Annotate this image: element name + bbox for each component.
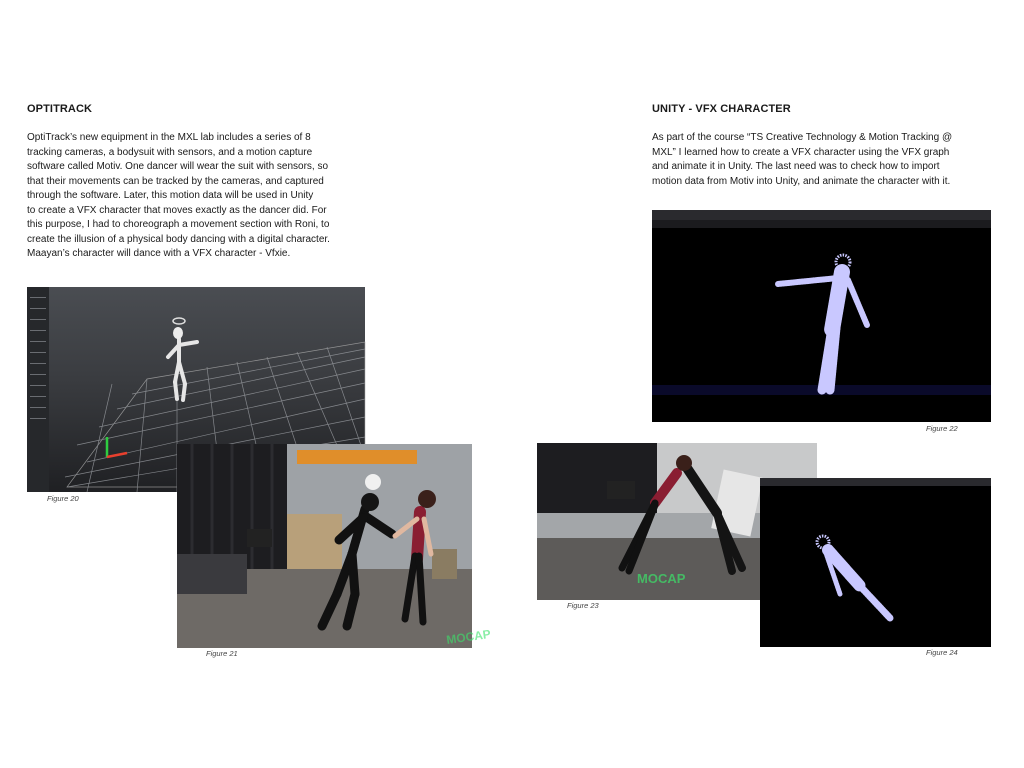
figure-21-studio-photo [177, 444, 492, 648]
paragraph-line: to create a VFX character that moves exactly as the dancer did. For [27, 204, 327, 216]
figure-22-caption: Figure 22 [926, 424, 958, 433]
studio-scene [177, 444, 492, 648]
software-sidebar [27, 287, 49, 492]
figure-20-caption: Figure 20 [47, 494, 79, 503]
figure-21-caption: Figure 21 [206, 649, 238, 658]
paragraph-line: MXL” I learned how to create a VFX character using the VFX graph [652, 146, 950, 158]
vfx-particle-figure [760, 478, 991, 647]
paragraph-line: create the illusion of a physical body dancing with a digital character. [27, 233, 330, 245]
paragraph-line: and animate it in Unity. The last need was to check how to import [652, 161, 940, 172]
paragraph-line: Maayan’s character will dance with a VFX character - Vfxie. [27, 248, 291, 259]
figure-23-caption: Figure 23 [567, 601, 599, 610]
paragraph-line: that their movements can be tracked by the cameras, and captured [27, 175, 324, 187]
unity-vfx-heading: UNITY - VFX CHARACTER [652, 103, 791, 115]
paragraph-line: this purpose, I had to choreograph a movement section with Roni, to [27, 219, 330, 230]
paragraph-line: As part of the course “TS Creative Technology & Motion Tracking @ [652, 132, 953, 143]
paragraph-line: software called Motiv. One dancer will wear the suit with sensors, so [27, 161, 329, 172]
paragraph-line: OptiTrack’s new equipment in the MXL lab includes a series of 8 [27, 132, 311, 143]
paragraph-line: motion data from Motiv into Unity, and animate the character with it. [652, 175, 951, 187]
paragraph-line: tracking cameras, a bodysuit with sensors, and a motion capture [27, 146, 313, 158]
optitrack-heading: OPTITRACK [27, 103, 93, 115]
paragraph-line: through the software. Later, this motion data will be used in Unity [27, 190, 314, 201]
mocap-floor-text: MOCAP [637, 571, 686, 586]
figure-24-caption: Figure 24 [926, 648, 958, 657]
unity-paragraph [652, 131, 1002, 189]
figure-24-vfx-character [760, 478, 991, 647]
mocap-floor-text: MOCAP [445, 626, 492, 647]
vfx-particle-figure [652, 210, 991, 422]
optitrack-paragraph [27, 131, 372, 262]
figure-22-vfx-character [652, 210, 991, 422]
